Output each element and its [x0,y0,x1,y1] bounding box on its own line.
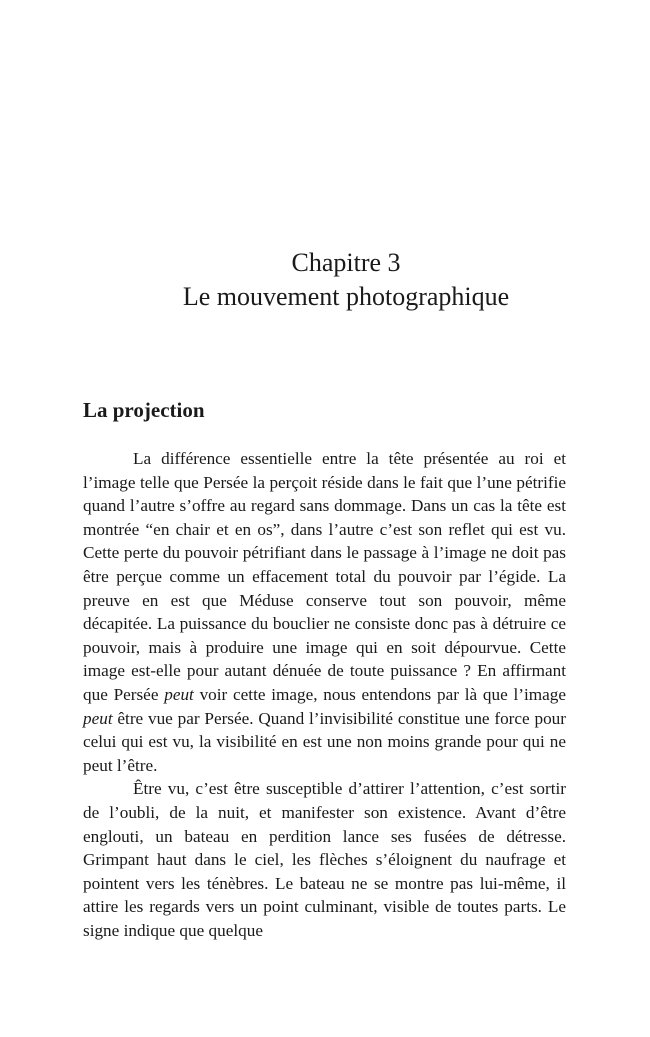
paragraph-text: Être vu, c’est être susceptible d’attirer l’attention, c’est sortir de l’oubli, de la nuit, et manifester son existence. Avant d’être englouti, un bateau en perdition lance ses fusées de détresse. Grimpant haut dans le ciel, les flèches s’éloignent du naufrage et pointent vers les ténèbres. Le bateau ne se montre pas lui-même, il attire les regards vers un point culminant, visible de toutes parts. Le signe indique que quelque [83,779,566,940]
emphasis-text: peut [83,708,113,728]
body-text [83,447,566,942]
paragraph-text: voir cette image, nous entendons par là que l’image [193,684,566,704]
paragraph-text: La différence essentielle entre la tête présentée au roi et l’image telle que Persée la perçoit réside dans le fait que l’une pétrifie quand l’autre s’offre au regard sans dommage. Dans un cas la tête est montrée “en chair et en os”, dans l’autre c’est son reflet qui est vu. Cette perte du pouvoir pétrifiant dans le passage à l’image ne doit pas être perçue comme un effacement total du pouvoir par l’égide. La preuve en est que Méduse conserve tout son pouvoir, même décapitée. La puissance du bouclier ne consiste donc pas à détruire ce pouvoir, mais à produire une image qui en soit dépourvue. Cette image est-elle pour autant dénuée de toute puissance ? En affirmant que Persée [83,449,566,704]
paragraph-text: être vue par Persée. Quand l’invisibilité constitue une force pour celui qui est vu, la visibilité en est une non moins grande pour qui ne peut l’être. [83,708,566,775]
paragraph [83,447,566,777]
chapter-number: Chapitre 3 [291,248,401,277]
section-heading: La projection [83,398,205,422]
emphasis-text: peut [164,684,194,704]
paragraph [83,777,566,942]
chapter-heading [0,246,650,314]
chapter-title: Le mouvement photographique [182,282,510,311]
